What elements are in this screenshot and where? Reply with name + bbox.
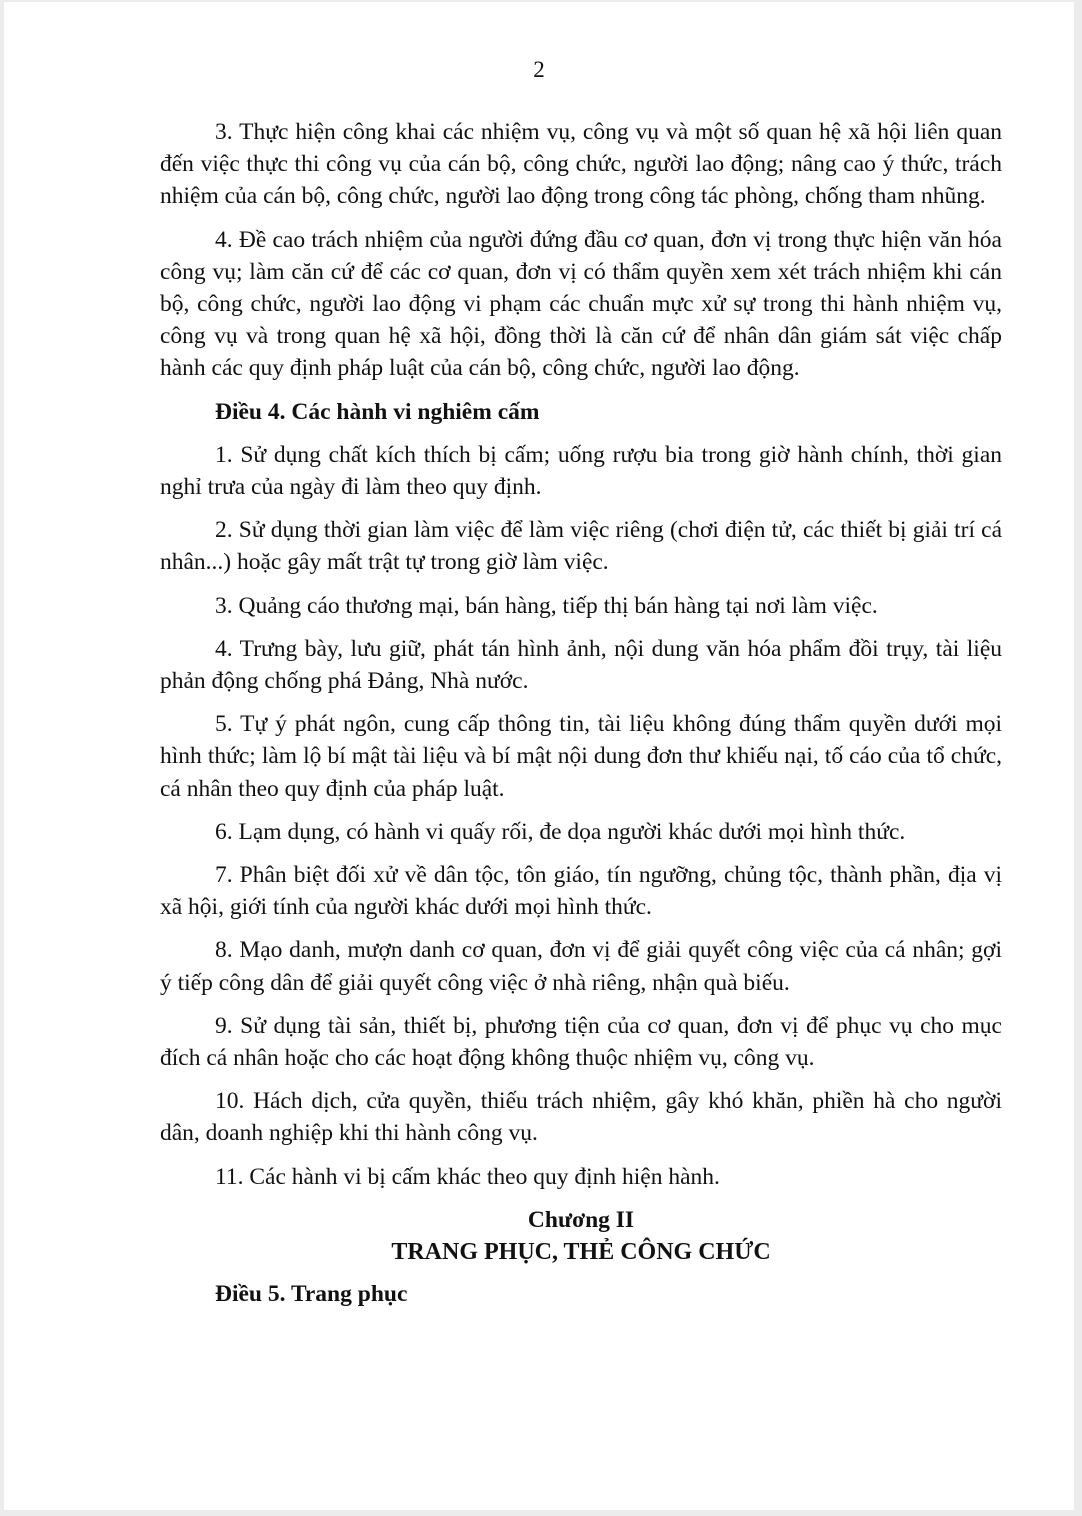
chapter-subtitle: TRANG PHỤC, THẺ CÔNG CHỨC (391, 1238, 771, 1265)
article-4-clause-1: 1. Sử dụng chất kích thích bị cấm; uống rượu bia trong giờ hành chính, thời gian nghỉ trưa của ngày đi làm theo quy định. (160, 441, 1002, 501)
article-4-clause-3: 3. Quảng cáo thương mại, bán hàng, tiếp thị bán hàng tại nơi làm việc. (215, 592, 878, 619)
article-4-heading: Điều 4. Các hành vi nghiêm cấm (215, 398, 540, 425)
article-5-heading: Điều 5. Trang phục (215, 1280, 408, 1307)
article-4-clause-10: 10. Hách dịch, cửa quyền, thiếu trách nhiệm, gây khó khăn, phiền hà cho người dân, doanh nghiệp khi thi hành công vụ. (160, 1088, 1002, 1147)
article-3-clause-3: 3. Thực hiện công khai các nhiệm vụ, công vụ và một số quan hệ xã hội liên quan đến việc thực thi công vụ của cán bộ, công chức, người lao động; nâng cao ý thức, trách nhiệm của cán bộ, công chức, người lao động trong công tác phòng, chống tham nhũng. (160, 119, 1002, 210)
article-4-clause-5: 5. Tự ý phát ngôn, cung cấp thông tin, tài liệu không đúng thẩm quyền dưới mọi hình thức; làm lộ bí mật tài liệu và bí mật nội dung đơn thư khiếu nại, tố cáo của tổ chức, cá nhân theo quy định của pháp luật. (160, 711, 1002, 802)
chapter-title: Chương II (527, 1206, 635, 1233)
article-4-clause-6: 6. Lạm dụng, có hành vi quấy rối, đe dọa người khác dưới mọi hình thức. (215, 818, 906, 845)
document-page (4, 2, 1074, 1510)
document-body (160, 116, 1002, 1321)
article-3-clause-4: 4. Đề cao trách nhiệm của người đứng đầu cơ quan, đơn vị trong thực hiện văn hóa công vụ; làm căn cứ để các cơ quan, đơn vị có thẩm quyền xem xét trách nhiệm khi cán bộ, công chức, người lao động vi phạm các chuẩn mực xử sự trong thi hành nhiệm vụ, công vụ và trong quan hệ xã hội, đồng thời là căn cứ để nhân dân giám sát việc chấp hành các quy định pháp luật của cán bộ, công chức, người lao động. (160, 226, 1002, 382)
article-4-clause-2: 2. Sử dụng thời gian làm việc để làm việc riêng (chơi điện tử, các thiết bị giải trí cá nhân...) hoặc gây mất trật tự trong giờ làm việc. (160, 517, 1002, 576)
page-number: 2 (533, 57, 545, 82)
article-4-clause-4: 4. Trưng bày, lưu giữ, phát tán hình ảnh, nội dung văn hóa phẩm đồi trụy, tài liệu phản động chống phá Đảng, Nhà nước. (160, 635, 1002, 695)
article-4-clause-8: 8. Mạo danh, mượn danh cơ quan, đơn vị để giải quyết công việc của cá nhân; gợi ý tiếp công dân để giải quyết công việc ở nhà riêng, nhận quà biếu. (160, 937, 1002, 996)
article-4-clause-7: 7. Phân biệt đối xử về dân tộc, tôn giáo, tín ngưỡng, chủng tộc, thành phần, địa vị xã hội, giới tính của người khác dưới mọi hình thức. (160, 862, 1002, 921)
article-4-clause-11: 11. Các hành vi bị cấm khác theo quy định hiện hành. (215, 1163, 720, 1190)
article-4-clause-9: 9. Sử dụng tài sản, thiết bị, phương tiện của cơ quan, đơn vị để phục vụ cho mục đích cá nhân hoặc cho các hoạt động không thuộc nhiệm vụ, công vụ. (160, 1012, 1002, 1072)
